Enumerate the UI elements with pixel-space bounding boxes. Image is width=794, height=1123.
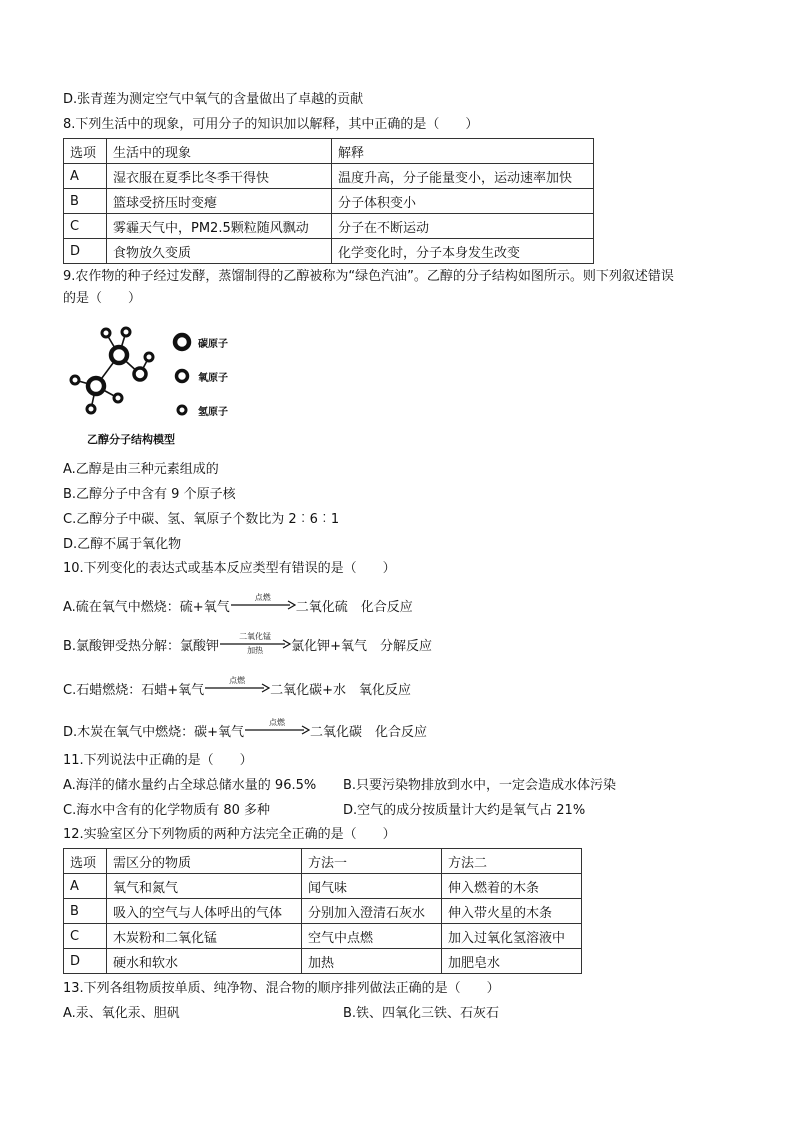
table-cell: C bbox=[64, 924, 107, 949]
table-row bbox=[64, 899, 582, 924]
table-cell: A bbox=[64, 164, 107, 189]
table-row bbox=[64, 874, 582, 899]
q11-option-b: B.只要污染物排放到水中，一定会造成水体污染 bbox=[343, 778, 617, 793]
legend-carbon-label: 碳原子 bbox=[198, 339, 228, 350]
reaction-condition: 点燃 bbox=[269, 718, 286, 727]
table-cell: 温度升高，分子能量变小，运动速率加快 bbox=[332, 164, 594, 189]
reaction-arrow bbox=[230, 590, 296, 620]
q9-option-a: A.乙醇是由三种元素组成的 bbox=[63, 462, 219, 477]
table-cell: 硬水和软水 bbox=[107, 949, 302, 974]
reaction-arrow bbox=[204, 673, 270, 703]
table-cell: 化学变化时，分子本身发生改变 bbox=[332, 239, 594, 264]
equation-products: 氯化钾+氧气 分解反应 bbox=[291, 638, 432, 654]
table-row bbox=[64, 214, 594, 239]
table-cell: 分别加入澄清石灰水 bbox=[302, 899, 442, 924]
table-header-cell: 生活中的现象 bbox=[107, 139, 332, 164]
q9-option-b: B.乙醇分子中含有 9 个原子核 bbox=[63, 487, 236, 502]
table-header-cell: 解释 bbox=[332, 139, 594, 164]
q9-stem-line1: 9.农作物的种子经过发酵，蒸馏制得的乙醇被称为“绿色汽油”。乙醇的分子结构如图所示。则下列叙述错误 bbox=[63, 269, 674, 284]
table-cell: 伸入带火星的木条 bbox=[442, 899, 582, 924]
table-cell: 湿衣服在夏季比冬季干得快 bbox=[107, 164, 332, 189]
q11-option-d: D.空气的成分按质量计大约是氧气占 21% bbox=[343, 803, 586, 818]
table-row bbox=[64, 924, 582, 949]
equation-reactants: B.氯酸钾受热分解：氯酸钾 bbox=[63, 638, 220, 654]
legend-hydrogen-label: 氢原子 bbox=[198, 407, 228, 418]
q9-stem-line2: 的是（ ） bbox=[63, 291, 142, 306]
table-cell: 篮球受挤压时变瘪 bbox=[107, 189, 332, 214]
equation-products: 二氧化碳 化合反应 bbox=[310, 724, 428, 740]
q10-option-a bbox=[63, 590, 413, 620]
table-cell: B bbox=[64, 899, 107, 924]
table-header-cell: 需区分的物质 bbox=[107, 849, 302, 874]
table-header-cell: 方法一 bbox=[302, 849, 442, 874]
q10-option-c bbox=[63, 673, 411, 703]
q12-table bbox=[63, 848, 582, 974]
q11-option-c: C.海水中含有的化学物质有 80 多种 bbox=[63, 803, 271, 818]
reaction-arrow bbox=[219, 629, 291, 659]
table-cell: A bbox=[64, 874, 107, 899]
table-cell: 闻气味 bbox=[302, 874, 442, 899]
reaction-condition: 点燃 bbox=[229, 676, 246, 685]
table-cell: C bbox=[64, 214, 107, 239]
table-row bbox=[64, 239, 594, 264]
q10-option-b bbox=[63, 629, 432, 659]
equation-reactants: A.硫在氧气中燃烧：硫+氧气 bbox=[63, 599, 230, 615]
q11-stem: 11.下列说法中正确的是（ ） bbox=[63, 753, 253, 768]
table-header-row bbox=[64, 139, 594, 164]
table-cell: 木炭粉和二氧化锰 bbox=[107, 924, 302, 949]
table-row bbox=[64, 164, 594, 189]
carbon-atom bbox=[111, 347, 127, 363]
q11-option-a: A.海洋的储水量约占全球总储水量的 96.5% bbox=[63, 778, 317, 793]
table-header-cell: 选项 bbox=[64, 849, 107, 874]
table-cell: 分子在不断运动 bbox=[332, 214, 594, 239]
equation-reactants: C.石蜡燃烧：石蜡+氧气 bbox=[63, 682, 205, 698]
table-cell: 氧气和氮气 bbox=[107, 874, 302, 899]
table-cell: 加入过氧化氢溶液中 bbox=[442, 924, 582, 949]
legend-hydrogen-icon bbox=[178, 406, 186, 414]
figure-caption: 乙醇分子结构模型 bbox=[87, 433, 175, 446]
table-cell: 分子体积变小 bbox=[332, 189, 594, 214]
table-cell: 食物放久变质 bbox=[107, 239, 332, 264]
reaction-condition: 点燃 bbox=[254, 593, 271, 602]
q12-stem: 12.实验室区分下列物质的两种方法完全正确的是（ ） bbox=[63, 827, 396, 842]
q13-option-a: A.汞、氧化汞、胆矾 bbox=[63, 1006, 180, 1021]
table-cell: D bbox=[64, 949, 107, 974]
table-row bbox=[64, 949, 582, 974]
q10-option-d bbox=[63, 715, 427, 745]
reaction-condition-bottom: 加热 bbox=[247, 646, 264, 655]
table-cell: 加热 bbox=[302, 949, 442, 974]
q13-option-b: B.铁、四氧化三铁、石灰石 bbox=[343, 1006, 500, 1021]
table-header-cell: 方法二 bbox=[442, 849, 582, 874]
legend-carbon-icon bbox=[175, 335, 189, 349]
table-cell: 空气中点燃 bbox=[302, 924, 442, 949]
legend-oxygen-label: 氧原子 bbox=[198, 373, 228, 384]
equation-reactants: D.木炭在氧气中燃烧：碳+氧气 bbox=[63, 724, 245, 740]
table-cell: B bbox=[64, 189, 107, 214]
q13-stem: 13.下列各组物质按单质、纯净物、混合物的顺序排列做法正确的是（ ） bbox=[63, 981, 500, 996]
q8-table bbox=[63, 138, 594, 264]
oxygen-atom bbox=[134, 368, 146, 380]
table-cell: 雾霾天气中，PM2.5颗粒随风飘动 bbox=[107, 214, 332, 239]
q10-stem: 10.下列变化的表达式或基本反应类型有错误的是（ ） bbox=[63, 561, 396, 576]
reaction-arrow bbox=[244, 715, 310, 745]
table-cell: 吸入的空气与人体呼出的气体 bbox=[107, 899, 302, 924]
equation-products: 二氧化碳+水 氧化反应 bbox=[270, 682, 412, 698]
equation-products: 二氧化硫 化合反应 bbox=[295, 599, 413, 615]
table-header-row bbox=[64, 849, 582, 874]
table-cell: D bbox=[64, 239, 107, 264]
q8-stem: 8.下列生活中的现象，可用分子的知识加以解释，其中正确的是（ ） bbox=[63, 117, 479, 132]
q7-option-d: D.张青莲为测定空气中氧气的含量做出了卓越的贡献 bbox=[63, 92, 364, 107]
table-cell: 加肥皂水 bbox=[442, 949, 582, 974]
carbon-atom bbox=[88, 378, 104, 394]
legend-oxygen-icon bbox=[177, 371, 188, 382]
table-cell: 伸入燃着的木条 bbox=[442, 874, 582, 899]
q9-option-d: D.乙醇不属于氧化物 bbox=[63, 537, 182, 552]
reaction-condition-top: 二氧化锰 bbox=[239, 632, 272, 641]
table-header-cell: 选项 bbox=[64, 139, 107, 164]
q9-option-c: C.乙醇分子中碳、氢、氧原子个数比为 2︰6︰1 bbox=[63, 512, 340, 527]
table-row bbox=[64, 189, 594, 214]
